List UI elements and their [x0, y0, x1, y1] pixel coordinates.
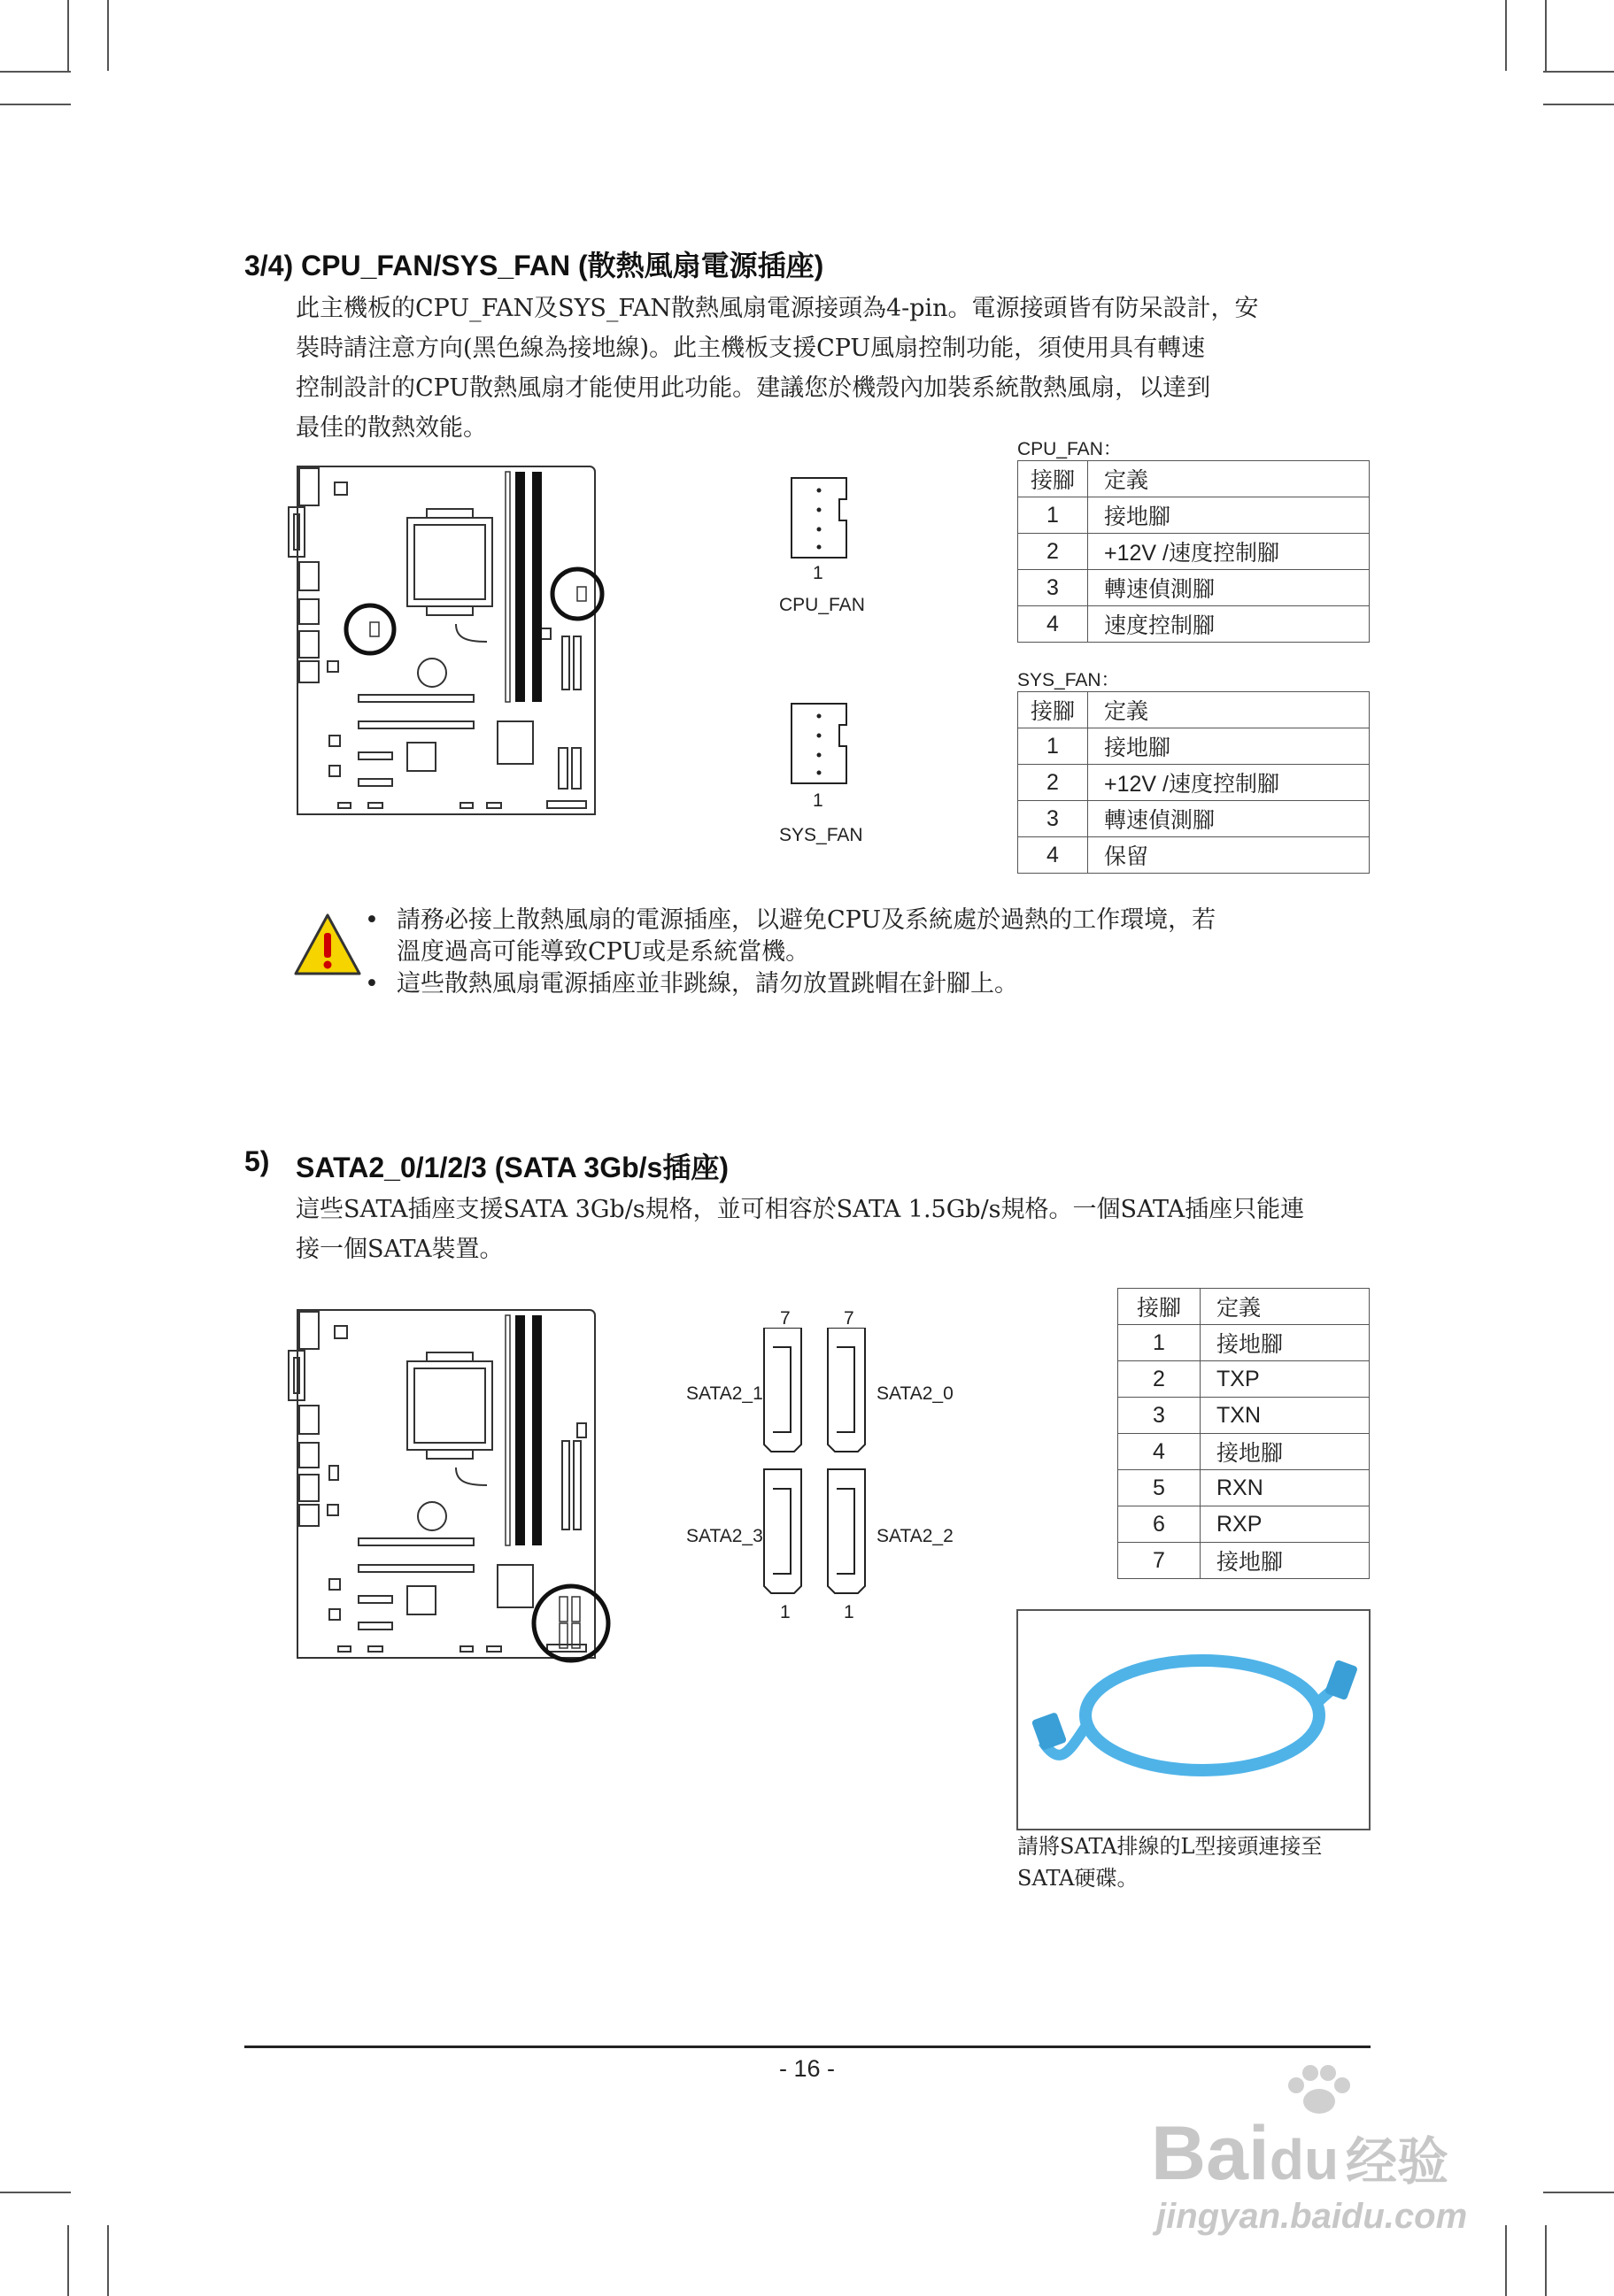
def-cell: 速度控制腳	[1088, 606, 1370, 643]
crop-mark	[1543, 104, 1614, 105]
page-number: - 16 -	[778, 2055, 836, 2082]
logo-text: 经验	[1346, 2133, 1449, 2191]
table-header-row	[1018, 692, 1370, 728]
crop-mark	[67, 2225, 69, 2296]
note-item	[365, 968, 1374, 1000]
baidu-watermark	[1151, 2062, 1523, 2248]
pin-cell: 1	[1018, 728, 1088, 765]
table-row	[1018, 534, 1370, 570]
pin-cell: 3	[1118, 1398, 1201, 1434]
cpu-fan-label: CPU_FAN	[779, 595, 865, 615]
table-header-row	[1018, 461, 1370, 497]
sys-fan-connector	[779, 695, 885, 810]
note-line: 請務必接上散熱風扇的電源插座，以避免CPU及系統處於過熱的工作環境，若	[397, 906, 1216, 934]
table-header-row	[1118, 1289, 1370, 1325]
crop-mark	[107, 0, 109, 71]
section-heading: SATA2_0/1/2/3 (SATA 3Gb/s插座)	[296, 1152, 730, 1183]
crop-mark	[1543, 2192, 1614, 2193]
sys-fan-table-title: SYS_FAN：	[1017, 670, 1120, 690]
table-row	[1018, 606, 1370, 643]
motherboard-diagram	[283, 456, 620, 823]
def-cell: 接地腳	[1201, 1434, 1370, 1470]
body-line: 裝時請注意方向(黑色線為接地線)。此主機板支援CPU風扇控制功能，須使用具有轉速	[296, 335, 1206, 362]
col-def-header: 定義	[1088, 692, 1370, 728]
cpu-fan-pin-table	[1017, 460, 1370, 643]
table-row	[1118, 1470, 1370, 1506]
col-def-header: 定義	[1201, 1289, 1370, 1325]
sata-port-label: SATA2_0	[877, 1383, 954, 1404]
table-row	[1118, 1361, 1370, 1398]
sata-ports-diagram	[757, 1328, 881, 1602]
footer-rule	[244, 2046, 1371, 2048]
def-cell: +12V /速度控制腳	[1088, 534, 1370, 570]
note-line: 溫度過高可能導致CPU或是系統當機。	[397, 938, 810, 966]
crop-mark	[0, 2192, 71, 2193]
def-cell: TXP	[1201, 1361, 1370, 1398]
caption-line: SATA硬碟。	[1017, 1866, 1139, 1891]
section-heading: 3/4) CPU_FAN/SYS_FAN (散熱風扇電源插座)	[244, 250, 824, 281]
pin-cell: 4	[1018, 837, 1088, 874]
col-pin-header: 接腳	[1018, 692, 1088, 728]
pin-one-label: 1	[813, 790, 823, 811]
bullet: •	[365, 906, 379, 934]
pin-cell: 3	[1018, 801, 1088, 837]
col-pin-header: 接腳	[1018, 461, 1088, 497]
table-row	[1018, 570, 1370, 606]
crop-mark	[1505, 0, 1507, 71]
watermark-logo	[1151, 2111, 1449, 2202]
body-line: 這些SATA插座支援SATA 3Gb/s規格，並可相容於SATA 1.5Gb/s規格。一個SATA插座只能連	[296, 1196, 1305, 1223]
table-row	[1118, 1543, 1370, 1579]
pin-seven-label: 7	[844, 1308, 854, 1329]
section-body	[296, 289, 1376, 448]
body-line: 控制設計的CPU散熱風扇才能使用此功能。建議您於機殼內加裝系統散熱風扇，以達到	[296, 374, 1211, 402]
def-cell: RXP	[1201, 1506, 1370, 1543]
def-cell: 接地腳	[1088, 497, 1370, 534]
cpu-fan-table-title: CPU_FAN：	[1017, 439, 1122, 459]
pin-cell: 5	[1118, 1470, 1201, 1506]
sys-fan-label: SYS_FAN	[779, 825, 863, 845]
caption-line: 請將SATA排線的L型接頭連接至	[1017, 1834, 1323, 1859]
pin-one-label: 1	[844, 1602, 854, 1622]
def-cell: +12V /速度控制腳	[1088, 765, 1370, 801]
def-cell: 轉速偵測腳	[1088, 801, 1370, 837]
pin-cell: 4	[1018, 606, 1088, 643]
pin-cell: 6	[1118, 1506, 1201, 1543]
pin-cell: 2	[1018, 765, 1088, 801]
table-row	[1018, 497, 1370, 534]
table-row	[1118, 1398, 1370, 1434]
def-cell: RXN	[1201, 1470, 1370, 1506]
crop-mark	[1545, 2225, 1547, 2296]
pin-seven-label: 7	[780, 1308, 791, 1329]
body-line: 最佳的散熱效能。	[296, 414, 487, 442]
section-heading-number: 5)	[244, 1145, 270, 1177]
pin-cell: 2	[1018, 534, 1088, 570]
logo-text: du	[1269, 2128, 1340, 2192]
sata-cable-photo	[1016, 1609, 1371, 1830]
def-cell: 接地腳	[1201, 1543, 1370, 1579]
pin-cell: 4	[1118, 1434, 1201, 1470]
note-item	[365, 905, 1374, 968]
sys-fan-pin-table	[1017, 691, 1370, 874]
crop-mark	[67, 0, 69, 71]
pin-one-label: 1	[813, 563, 823, 583]
sata-port-label: SATA2_2	[877, 1526, 954, 1546]
table-row	[1118, 1325, 1370, 1361]
paw-icon	[1284, 2062, 1355, 2115]
crop-mark	[1543, 71, 1614, 73]
def-cell: 保留	[1088, 837, 1370, 874]
section-body	[296, 1190, 1394, 1269]
note-line: 這些散熱風扇電源插座並非跳線，請勿放置跳帽在針腳上。	[397, 970, 1018, 998]
col-def-header: 定義	[1088, 461, 1370, 497]
watermark-url: jingyan.baidu.com	[1156, 2197, 1468, 2236]
logo-text: Bai	[1151, 2111, 1270, 2196]
crop-mark	[107, 2225, 109, 2296]
pin-cell: 7	[1118, 1543, 1201, 1579]
crop-mark	[1545, 0, 1547, 71]
crop-mark	[0, 104, 71, 105]
pin-cell: 3	[1018, 570, 1088, 606]
pin-one-label: 1	[780, 1602, 791, 1622]
sata-highlight	[534, 1586, 608, 1660]
table-row	[1018, 728, 1370, 765]
cpu-fan-connector	[779, 469, 885, 584]
col-pin-header: 接腳	[1118, 1289, 1201, 1325]
def-cell: 轉速偵測腳	[1088, 570, 1370, 606]
pin-cell: 1	[1118, 1325, 1201, 1361]
warning-icon	[292, 912, 363, 977]
table-row	[1118, 1506, 1370, 1543]
body-line: 接一個SATA裝置。	[296, 1236, 504, 1263]
sata-port-label: SATA2_1	[686, 1383, 763, 1404]
cable-caption	[1017, 1830, 1322, 1894]
pin-cell: 1	[1018, 497, 1088, 534]
body-line: 此主機板的CPU_FAN及SYS_FAN散熱風扇電源接頭為4-pin。電源接頭皆有防呆設計，安	[296, 295, 1259, 322]
crop-mark	[0, 71, 71, 73]
motherboard-diagram	[283, 1299, 620, 1667]
table-row	[1018, 837, 1370, 874]
table-row	[1118, 1434, 1370, 1470]
sata-pin-table	[1117, 1288, 1370, 1579]
bullet: •	[365, 970, 379, 998]
def-cell: 接地腳	[1088, 728, 1370, 765]
def-cell: 接地腳	[1201, 1325, 1370, 1361]
sata-port-label: SATA2_3	[686, 1526, 763, 1546]
table-row	[1018, 765, 1370, 801]
def-cell: TXN	[1201, 1398, 1370, 1434]
table-row	[1018, 801, 1370, 837]
warning-notes	[365, 905, 1374, 1000]
pin-cell: 2	[1118, 1361, 1201, 1398]
